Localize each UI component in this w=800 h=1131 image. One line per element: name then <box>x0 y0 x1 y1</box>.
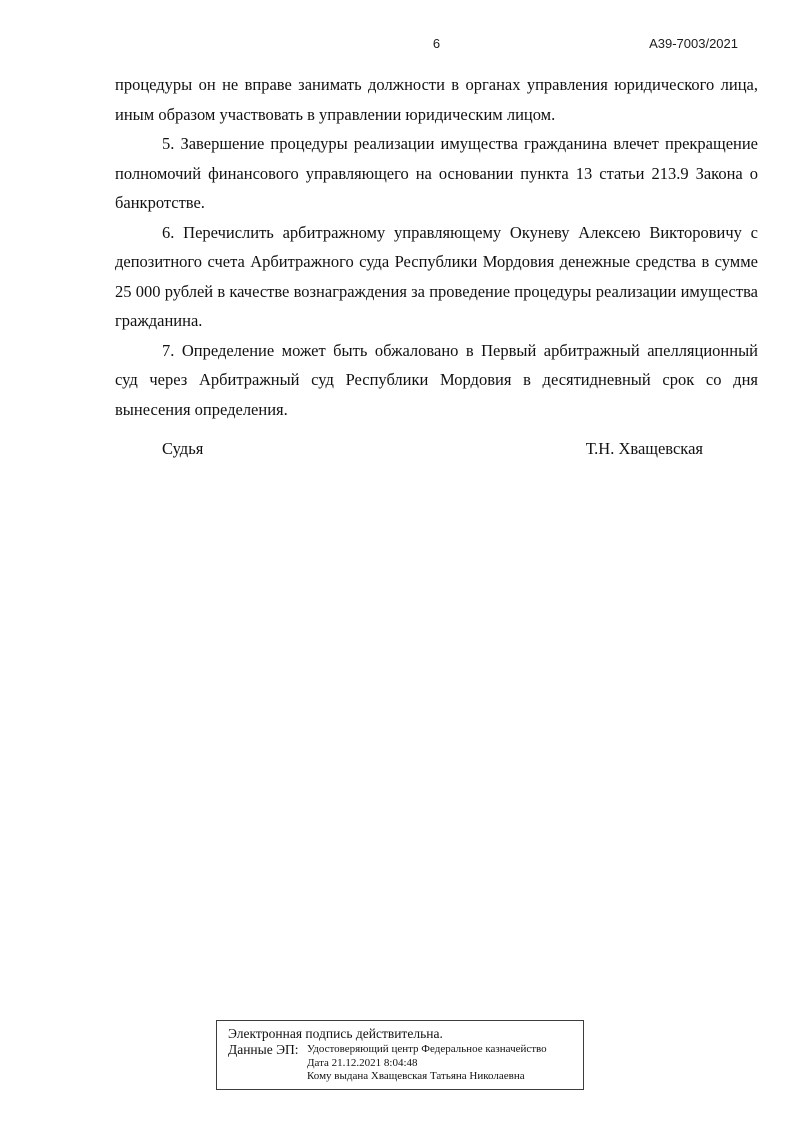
paragraph-item-7: 7. Определение может быть обжаловано в Первый арбитражный апелляционный суд через Арбитражный суд Республики Мордовия в десятидневный срок со дня вынесения определения. <box>115 340 758 419</box>
judge-name: Т.Н. Хващевская <box>585 439 703 458</box>
stamp-data-label: Данные ЭП: <box>228 1042 299 1057</box>
stamp-title: Электронная подпись действительна. <box>228 1026 443 1041</box>
page-header <box>115 36 758 54</box>
signature-row <box>115 439 758 459</box>
page-number: 6 <box>432 36 441 51</box>
paragraph-item-5: 5. Завершение процедуры реализации имущества гражданина влечет прекращение полномочий финансового управляющего на основании пункта 13 статьи 213.9 Закона о банкротстве. <box>115 134 758 212</box>
stamp-line-date: Дата 21.12.2021 8:04:48 <box>307 1056 418 1069</box>
document-body <box>115 70 758 424</box>
stamp-line-issued-to: Кому выдана Хващевская Татьяна Николаевна <box>307 1070 525 1082</box>
stamp-lines <box>307 1043 547 1084</box>
judge-role-label: Судья <box>162 439 204 458</box>
stamp-line-authority: Удостоверяющий центр Федеральное казначейство <box>307 1043 547 1055</box>
electronic-signature-stamp <box>216 1020 584 1090</box>
paragraph-continuation: процедуры он не вправе занимать должности в органах управления юридического лица, иным образом участвовать в управлении юридическим лицом. <box>115 75 758 124</box>
stamp-details <box>228 1043 577 1084</box>
paragraph-item-6: 6. Перечислить арбитражному управляющему Окуневу Алексею Викторовичу с депозитного счета Арбитражного суда Республики Мордовия денежные средства в сумме 25 000 рублей в качестве вознаграждения за проведение процедуры реализации имущества гражданина. <box>115 222 758 330</box>
case-number: А39-7003/2021 <box>649 36 738 51</box>
